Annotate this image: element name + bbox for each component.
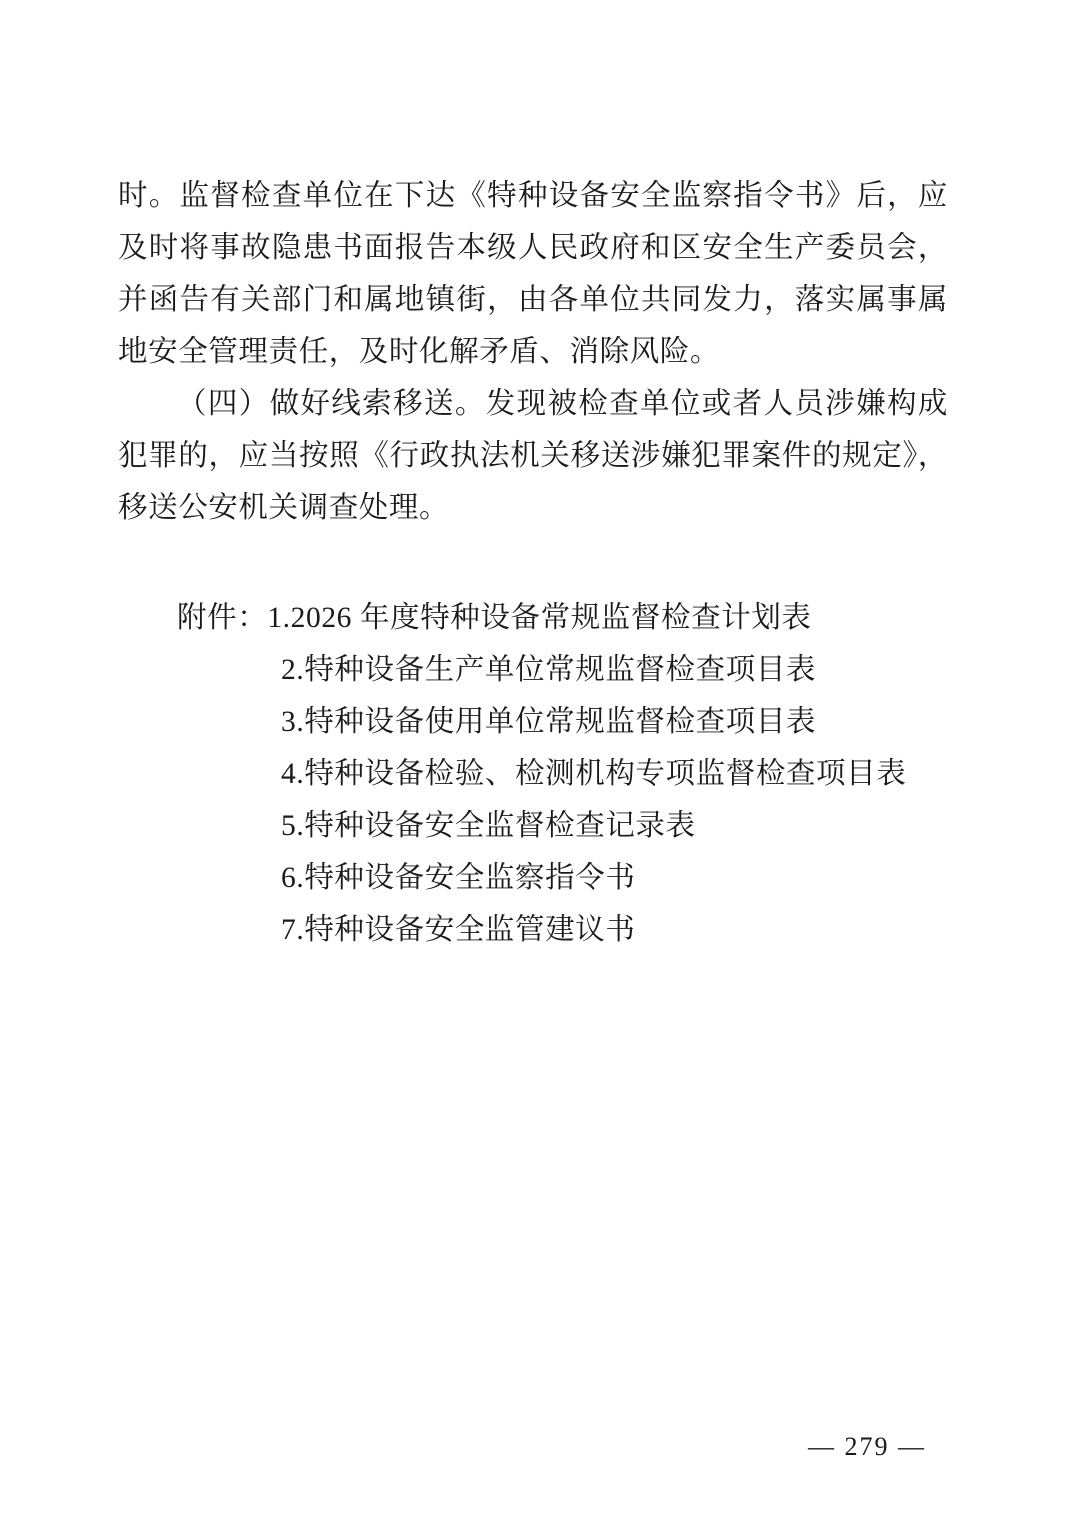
attachment-item-6: 6.特种设备安全监察指令书 — [281, 862, 636, 894]
paragraph-section-four: （四）做好线索移送。发现被检查单位或者人员涉嫌构成犯罪的，应当按照《行政执法机关移送涉嫌犯罪案件的规定》，移送公安机关调查处理。 — [118, 388, 948, 524]
attachment-item-1: 1.2026 年度特种设备常规监督检查计划表 — [267, 602, 812, 634]
attachment-heading-line — [118, 592, 948, 644]
page-content — [118, 170, 948, 956]
section-spacer — [118, 534, 948, 592]
attachment-item-5: 5.特种设备安全监督检查记录表 — [281, 810, 696, 842]
attachment-item-7: 7.特种设备安全监管建议书 — [281, 914, 636, 946]
attachment-list — [118, 592, 948, 956]
paragraph-continued: 时。监督检查单位在下达《特种设备安全监察指令书》后，应及时将事故隐患书面报告本级人民政府和区安全生产委员会，并函告有关部门和属地镇街，由各单位共同发力，落实属事属地安全管理责任，及时化解矛盾、消除风险。 — [118, 180, 948, 368]
page-number: — 279 — — [808, 1432, 926, 1461]
attachment-label: 附件： — [177, 602, 268, 634]
attachment-item-2: 2.特种设备生产单位常规监督检查项目表 — [281, 654, 817, 686]
attachment-item-3: 3.特种设备使用单位常规监督检查项目表 — [281, 706, 817, 738]
attachment-item-4: 4.特种设备检验、检测机构专项监督检查项目表 — [281, 758, 907, 790]
